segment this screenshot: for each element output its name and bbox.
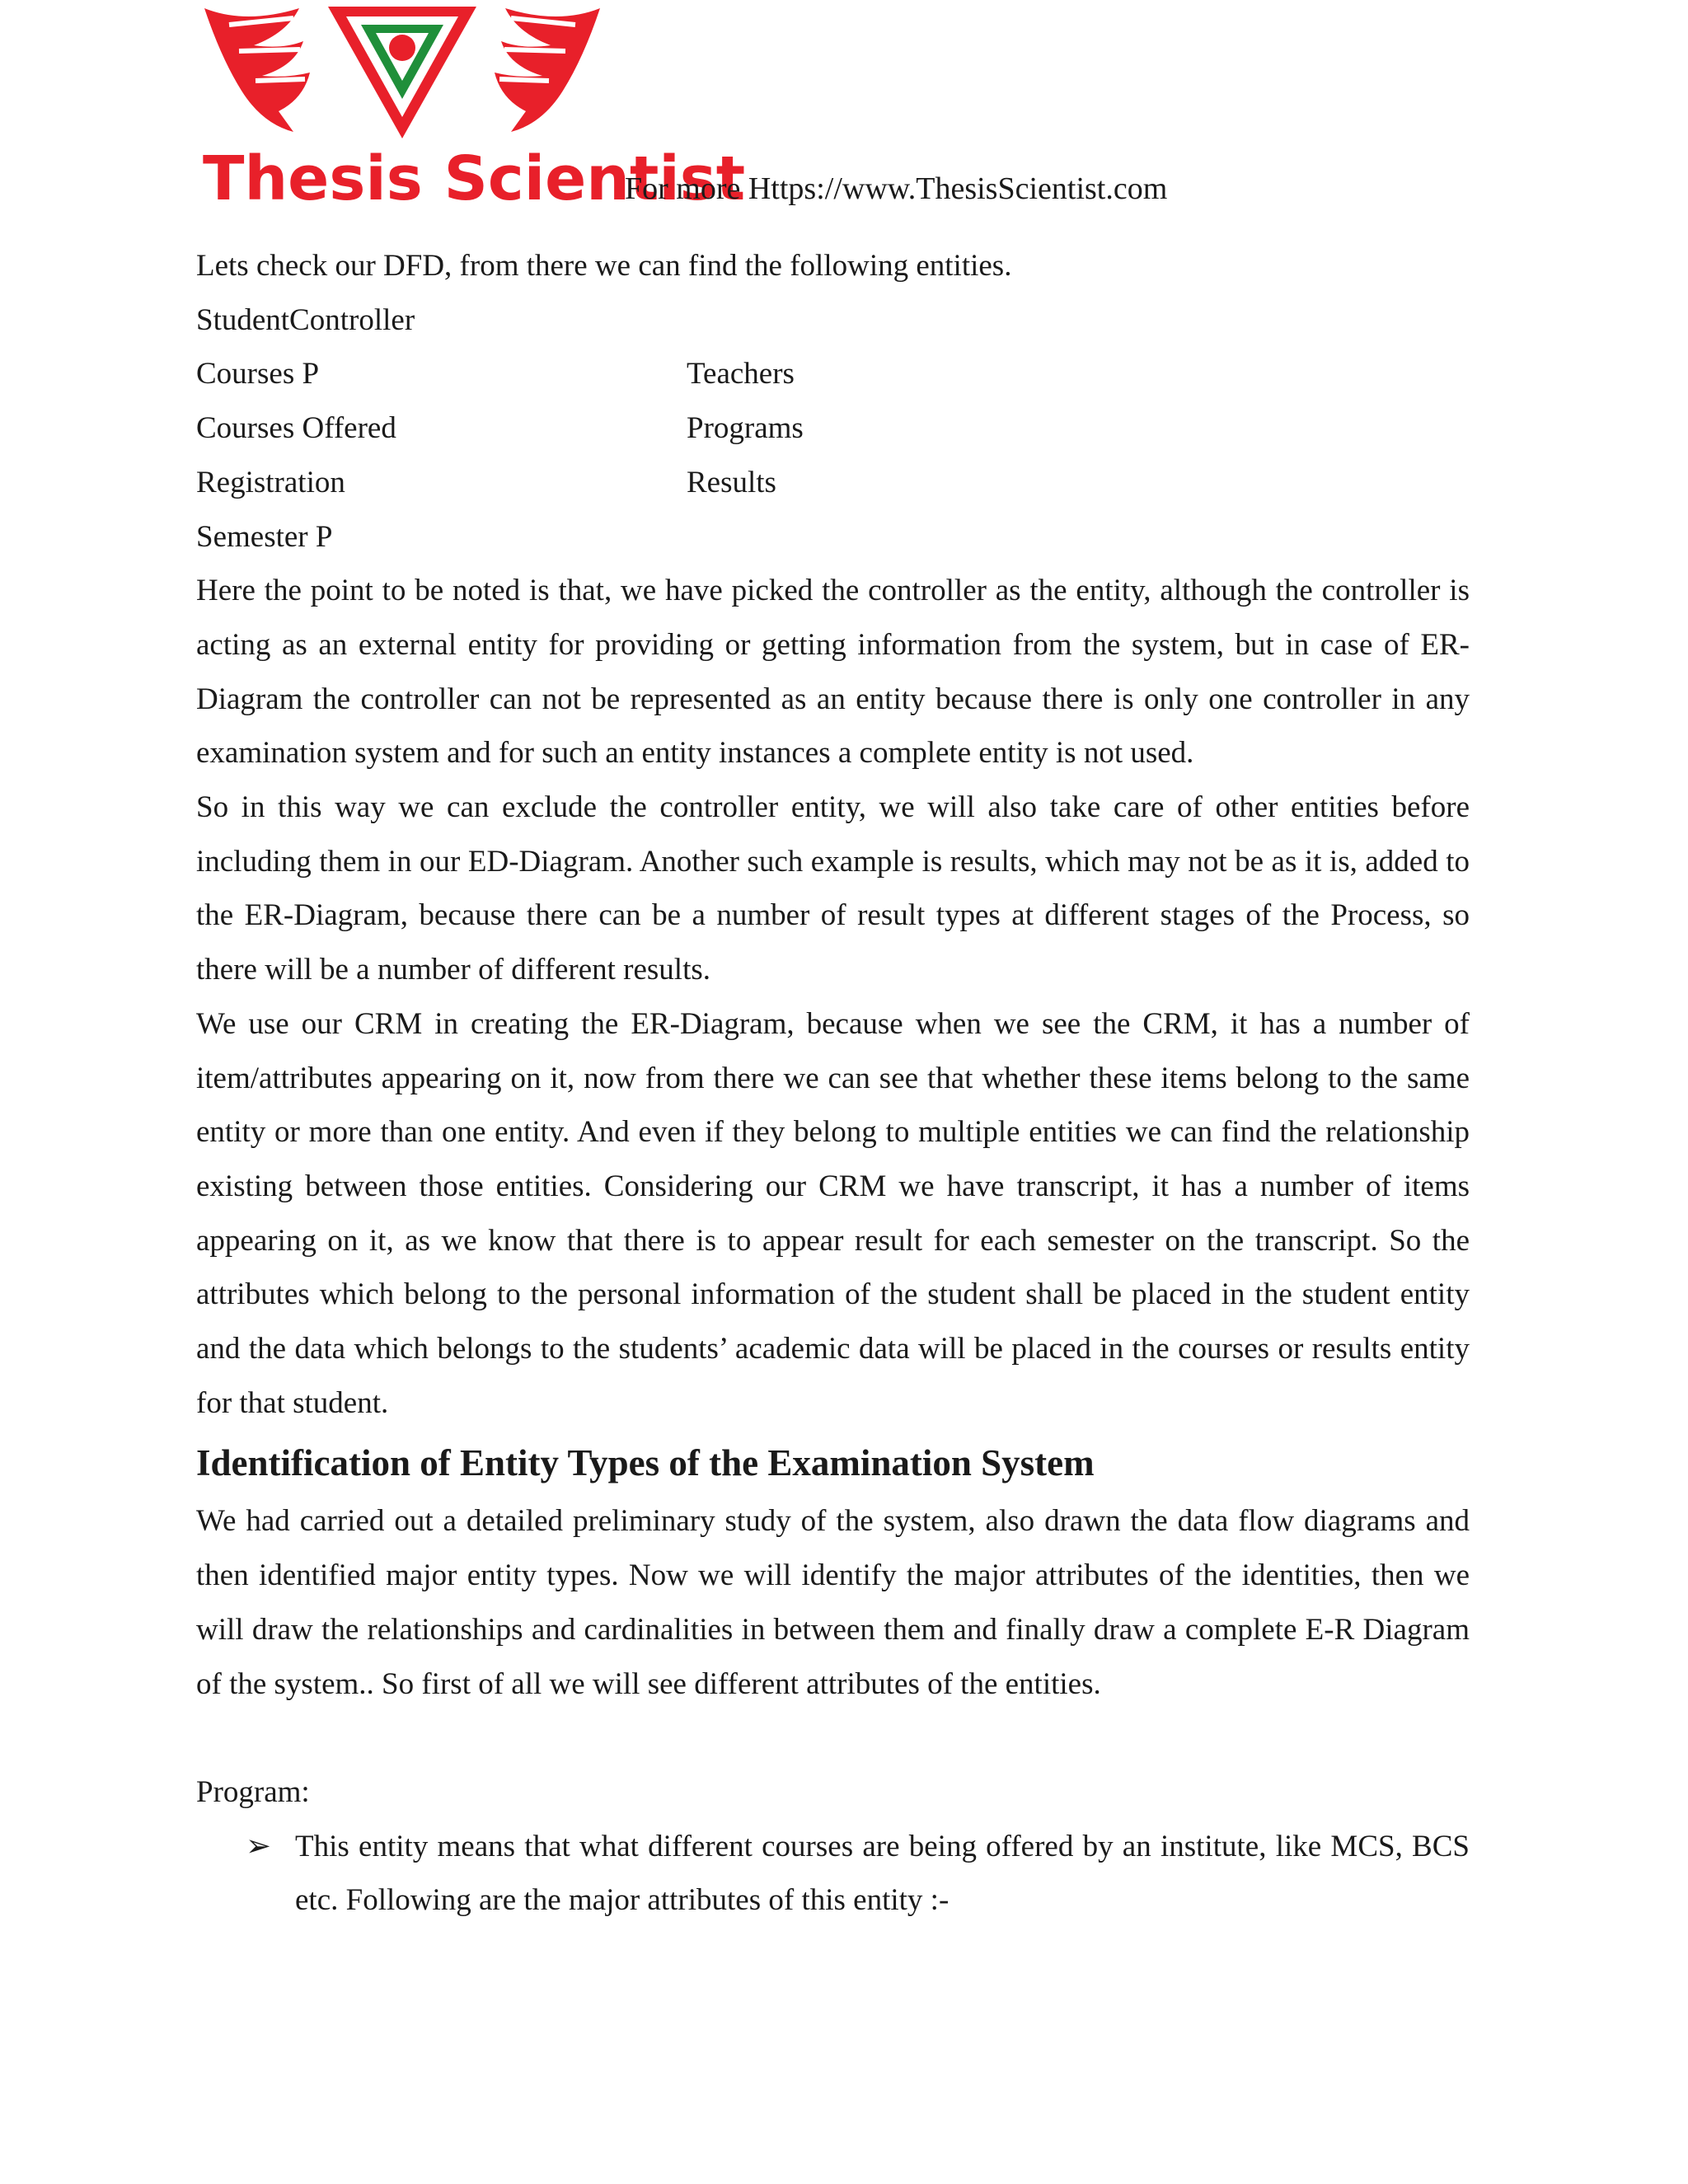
entity-right: Results [687,465,776,499]
entity-right: Teachers [687,357,795,391]
entity-left: Registration [196,465,345,499]
thesis-scientist-logo [196,0,746,214]
entity-row [196,401,1470,456]
list-item [196,1820,1470,1928]
entity-left: Courses P [196,357,320,391]
entity-right: Programs [687,411,804,446]
arrow-bullet-icon: ➢ [246,1829,272,1863]
entity-left: Courses Offered [196,411,396,446]
entity-row [196,347,1470,401]
entity-line-1: StudentController [196,302,415,337]
bullet-text: This entity means that what different courses are being offered by an institute, like MCS, BCS etc. Following are the major attributes of this entity :- [295,1829,1470,1918]
paragraph-exclude: So in this way we can exclude the controller entity, we will also take care of other entities before including them in our ED-Diagram. Another such example is results, which may not be as it is, added to the ER-Diagram, because there can be a number of result types at different stages of the Process, so there will be a number of different results. [196,790,1470,987]
entity-line-last: Semester P [196,519,333,554]
website-link[interactable]: For more Https://www.ThesisScientist.com [625,171,1168,206]
section-heading: Identification of Entity Types of the Examination System [196,1442,1095,1484]
program-label: Program: [196,1774,310,1809]
intro-text: Lets check our DFD, from there we can find the following entities. [196,249,1012,283]
entity-row [196,456,1470,510]
paragraph-crm: We use our CRM in creating the ER-Diagram, because when we see the CRM, it has a number of item/attributes appearing on it, now from there we can see that whether these items belong to the same entity or more than one entity. And even if they belong to multiple entities we can find the relationship existing between those entities. Considering our CRM we have transcript, it has a number of items appearing on it, as we know that there is to appear result for each semester on the transcript. So the attributes which belong to the personal information of the student shall be placed in the student entity and the data which belongs to the students’ academic data will be placed in the courses or results entity for that student. [196,1006,1470,1420]
logo-text: Thesis Scientist [203,143,746,214]
paragraph-controller: Here the point to be noted is that, we have picked the controller as the entity, although the controller is acting as an external entity for providing or getting information from the system, but in case of ER-Diagram the controller can not be represented as an entity because there is only one controller in any examination system and for such an entity instances a complete entity is not used. [196,574,1470,771]
document-body [196,239,1470,1928]
section-paragraph: We had carried out a detailed preliminary study of the system, also drawn the data flow diagrams and then identified major entity types. Now we will identify the major attributes of the identities, then we will draw the relationships and cardinalities in between them and finally draw a complete E-R Diagram of the system.. So first of all we will see different attributes of the entities. [196,1504,1470,1701]
